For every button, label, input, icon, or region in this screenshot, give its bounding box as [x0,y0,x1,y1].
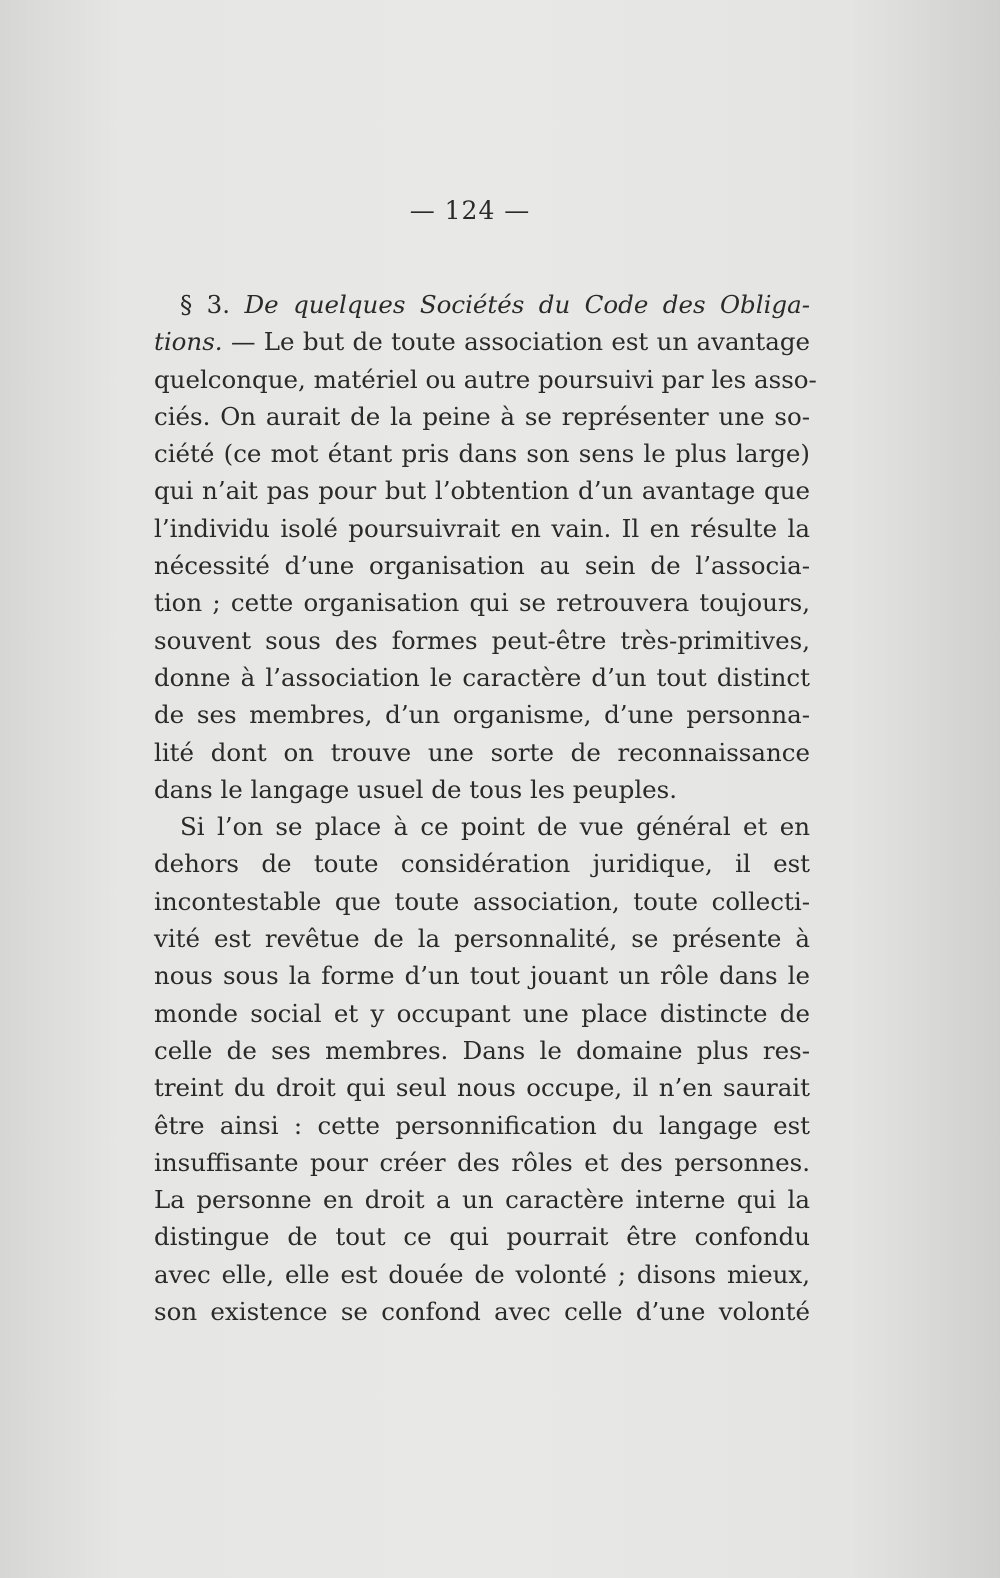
text-line: insuffisante pour créer des rôles et des personnes. [154,1147,810,1177]
text-line: distingue de tout ce qui pourrait être confondu [154,1222,810,1252]
text-line: celle de ses membres. Dans le domaine plus res- [154,1035,810,1065]
paragraph-text: — Le but de toute association est un avantage [230,327,810,357]
paragraph-1 [154,361,817,809]
text-line: de ses membres, d’un organisme, d’une personna- [154,700,810,730]
text-line: vité est revêtue de la personnalité, se présente à [154,924,810,954]
text-line: ciés. On aurait de la peine à se représenter une so- [154,401,810,431]
text-line: monde social et y occupant une place distincte de [154,998,810,1028]
text-line: souvent sous des formes peut-être très-primitives, [154,625,810,655]
paragraph-2 [154,808,810,1330]
text-line: avec elle, elle est douée de volonté ; disons mieux, [154,1259,810,1289]
text-line: ciété (ce mot étant pris dans son sens le plus large) [154,439,810,469]
text-line: quelconque, matériel ou autre poursuivi par les asso- [154,364,817,394]
text-line: l’individu isolé poursuivrait en vain. Il en résulte la [154,513,810,543]
text-line: nous sous la forme d’un tout jouant un rôle dans le [154,961,810,991]
text-line: treint du droit qui seul nous occupe, il n’en saurait [154,1073,810,1103]
body-text [154,286,817,1330]
text-line: son existence se confond avec celle d’une volonté [154,1297,810,1327]
section-mark: § 3. [180,290,231,319]
section-heading-continuation [154,323,810,360]
section-heading-line [154,286,810,323]
text-line: être ainsi : cette personnification du langage est [154,1110,810,1140]
text-line: nécessité d’une organisation au sein de l’associa- [154,551,810,581]
text-line: lité dont on trouve une sorte de reconnaissance [154,737,810,767]
text-line: incontestable que toute association, toute collecti- [154,886,810,916]
section-title: De quelques Sociétés du Code des Obliga- [244,290,810,319]
page-number: — 124 — [409,196,531,225]
text-line: dehors de toute considération juridique, il est [154,849,810,879]
text-line: La personne en droit a un caractère interne qui la [154,1185,810,1215]
section-title-end: tions. [154,327,223,357]
text-line: qui n’ait pas pour but l’obtention d’un avantage que [154,476,810,506]
text-line: donne à l’association le caractère d’un tout distinct [154,662,810,692]
text-line: dans le langage usuel de tous les peuples. [154,774,678,804]
text-line: tion ; cette organisation qui se retrouvera toujours, [154,588,810,618]
text-line: Si l’on se place à ce point de vue général et en [180,812,810,842]
